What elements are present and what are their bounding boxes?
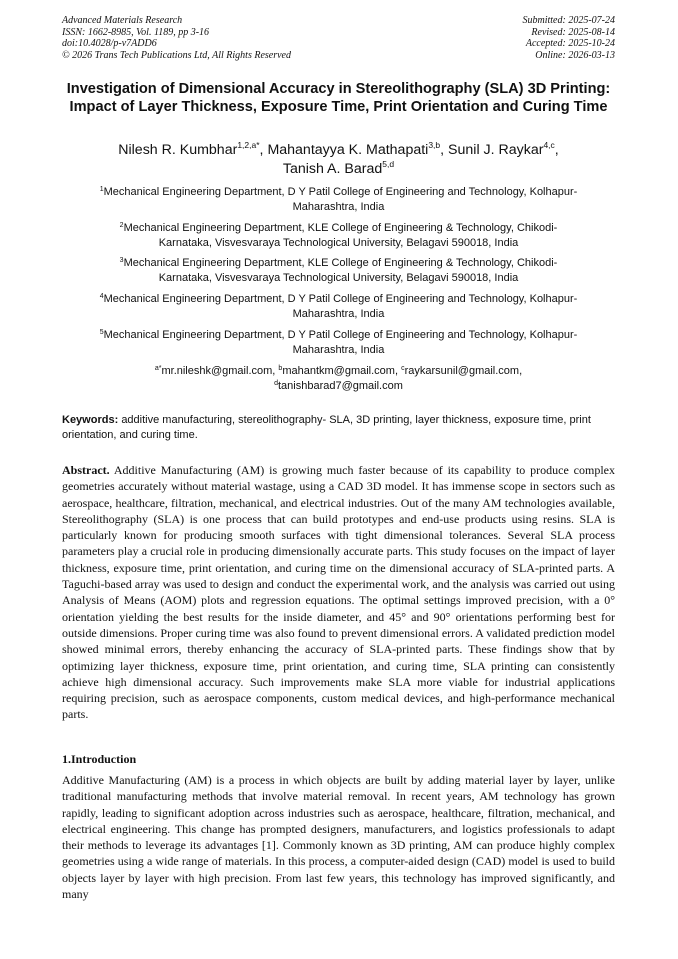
abstract — [62, 462, 615, 723]
affiliation-1: $^1$Mechanical Engineering Department, D Y Patil College of Engineering and Technology, Kolhapur- Maharashtra, India — [99, 186, 578, 213]
affiliation-4: $^4$Mechanical Engineering Department, D Y Patil College of Engineering and Technology, Kolhapur- Maharashtra, India — [99, 293, 578, 320]
affiliation-5: $^5$Mechanical Engineering Department, D Y Patil College of Engineering and Technology, Kolhapur- Maharashtra, India — [99, 329, 578, 356]
author: Mahantayya K. Mathapati$^{3,b}$, — [267, 140, 449, 158]
keywords — [62, 413, 615, 443]
affiliation-3: $^3$Mechanical Engineering Department, KLE College of Engineering & Technology, Chikodi- Karnataka, Visvesvaraya Technological University, Belagavi 590018, India — [119, 257, 558, 284]
email[interactable]: $^{a*}$mr.nileshk@gmail.com — [154, 365, 273, 377]
author-list — [62, 141, 615, 179]
abstract-label: Abstract. — [62, 463, 110, 477]
revised-date: Revised: 2025-08-14 — [531, 26, 615, 38]
journal-header-left — [62, 15, 291, 61]
keywords-label: Keywords: — [62, 414, 119, 426]
affiliation-2: $^2$Mechanical Engineering Department, KLE College of Engineering & Technology, Chikodi- Karnataka, Visvesvaraya Technological University, Belagavi 590018, India — [119, 222, 558, 249]
author: Nilesh R. Kumbhar$^{1,2,a*}$, — [118, 140, 268, 158]
keywords-text: additive manufacturing, stereolithography- SLA, 3D printing, layer thickness, exposure time, print orientation, and curing time. — [62, 414, 591, 441]
section-heading-introduction: 1.Introduction — [62, 752, 137, 766]
email[interactable]: $^d$tanishbarad7@gmail.com — [274, 379, 403, 392]
author: Sunil J. Raykar$^{4,c}$, — [448, 140, 559, 158]
journal-header-right — [523, 15, 616, 61]
journal-name: Advanced Materials Research — [62, 15, 183, 26]
online-date: Online: 2026-03-13 — [535, 49, 615, 61]
issn: ISSN: 1662-8985, Vol. 1189, pp 3-16 — [62, 26, 210, 38]
abstract-text: Additive Manufacturing (AM) is growing much faster because of its capability to produce complex geometries accurately without material wastage, using a CAD 3D model. It has immense scope in sectors such as aerospace, healthcare, filtration, mechanical, and electrical industries. Out of the many AM technologies available, Stereolithography (SLA) is one process that can build prototypes and end-use products using resins. SLA is particularly known for producing smooth surfaces with tight dimensional tolerances. Several SLA process parameters play a crucial role in producing dimensionally accurate parts. This study focuses on the impact of layer thickness, exposure time, print orientation, and curing time on the dimensional accuracy of SLA-printed parts. A Taguchi-based array was used to design and conduct the experimental work, and the analysis was carried out using Analysis of Means (AOM) plots and regression equations. The optimal settings improved precision, with a 0° orientation yielding the best results for the inside diameter, and 45° and 90° orientations performing best for outside dimensions. Proper curing time was also found to prevent dimensional errors. A validated prediction model showed minimal errors, thereby enhancing the accuracy of SLA-printed parts. These findings show that by optimizing layer thickness, exposure time, print orientation, and curing time, SLA printing can consistently achieve high dimensional accuracy. Such improvements make SLA more viable for industrial applications requiring precision, such as aerospace components, custom medical devices, and high-performance mechanical parts. — [62, 463, 615, 722]
paper-title: Investigation of Dimensional Accuracy in Stereolithography (SLA) 3D Printing: Impact of Layer Thickness, Exposure Time, Print Orientation and Curing Time — [66, 81, 611, 115]
doi: doi:10.4028/p-v7ADD6 — [62, 38, 157, 50]
author: Tanish A. Barad$^{5,d}$ — [282, 159, 395, 177]
submitted-date: Submitted: 2025-07-24 — [522, 15, 615, 26]
author-emails: $^{a*}$mr.nileshk@gmail.com, $^b$mahantkm@gmail.com, $^c$raykarsunil@gmail.com, $^d$tanishbarad7@gmail.com — [154, 365, 523, 392]
email[interactable]: $^b$mahantkm@gmail.com — [278, 365, 395, 377]
introduction-text: Additive Manufacturing (AM) is a process in which objects are built by adding material layer by layer, unlike traditional manufacturing methods that involve material removal. In recent years, AM technology has grown rapidly, leading to significant adoption across industries such as aerospace, healthcare, filtration, mechanical, and electrical engineering. This change has prompted designers, manufacturers, and logistics professionals to adapt their methods to leverage its advantages [1]. Commonly known as 3D printing, AM can produce highly complex geometries using a wide range of materials. In this process, a computer-aided design (CAD) model is used to build objects layer by layer with high precision. From last few years, this technology has improved significantly, and many — [62, 773, 615, 902]
copyright: © 2026 Trans Tech Publications Ltd, All Rights Reserved — [62, 49, 291, 61]
email[interactable]: $^c$raykarsunil@gmail.com — [401, 365, 520, 377]
accepted-date: Accepted: 2025-10-24 — [525, 38, 615, 50]
